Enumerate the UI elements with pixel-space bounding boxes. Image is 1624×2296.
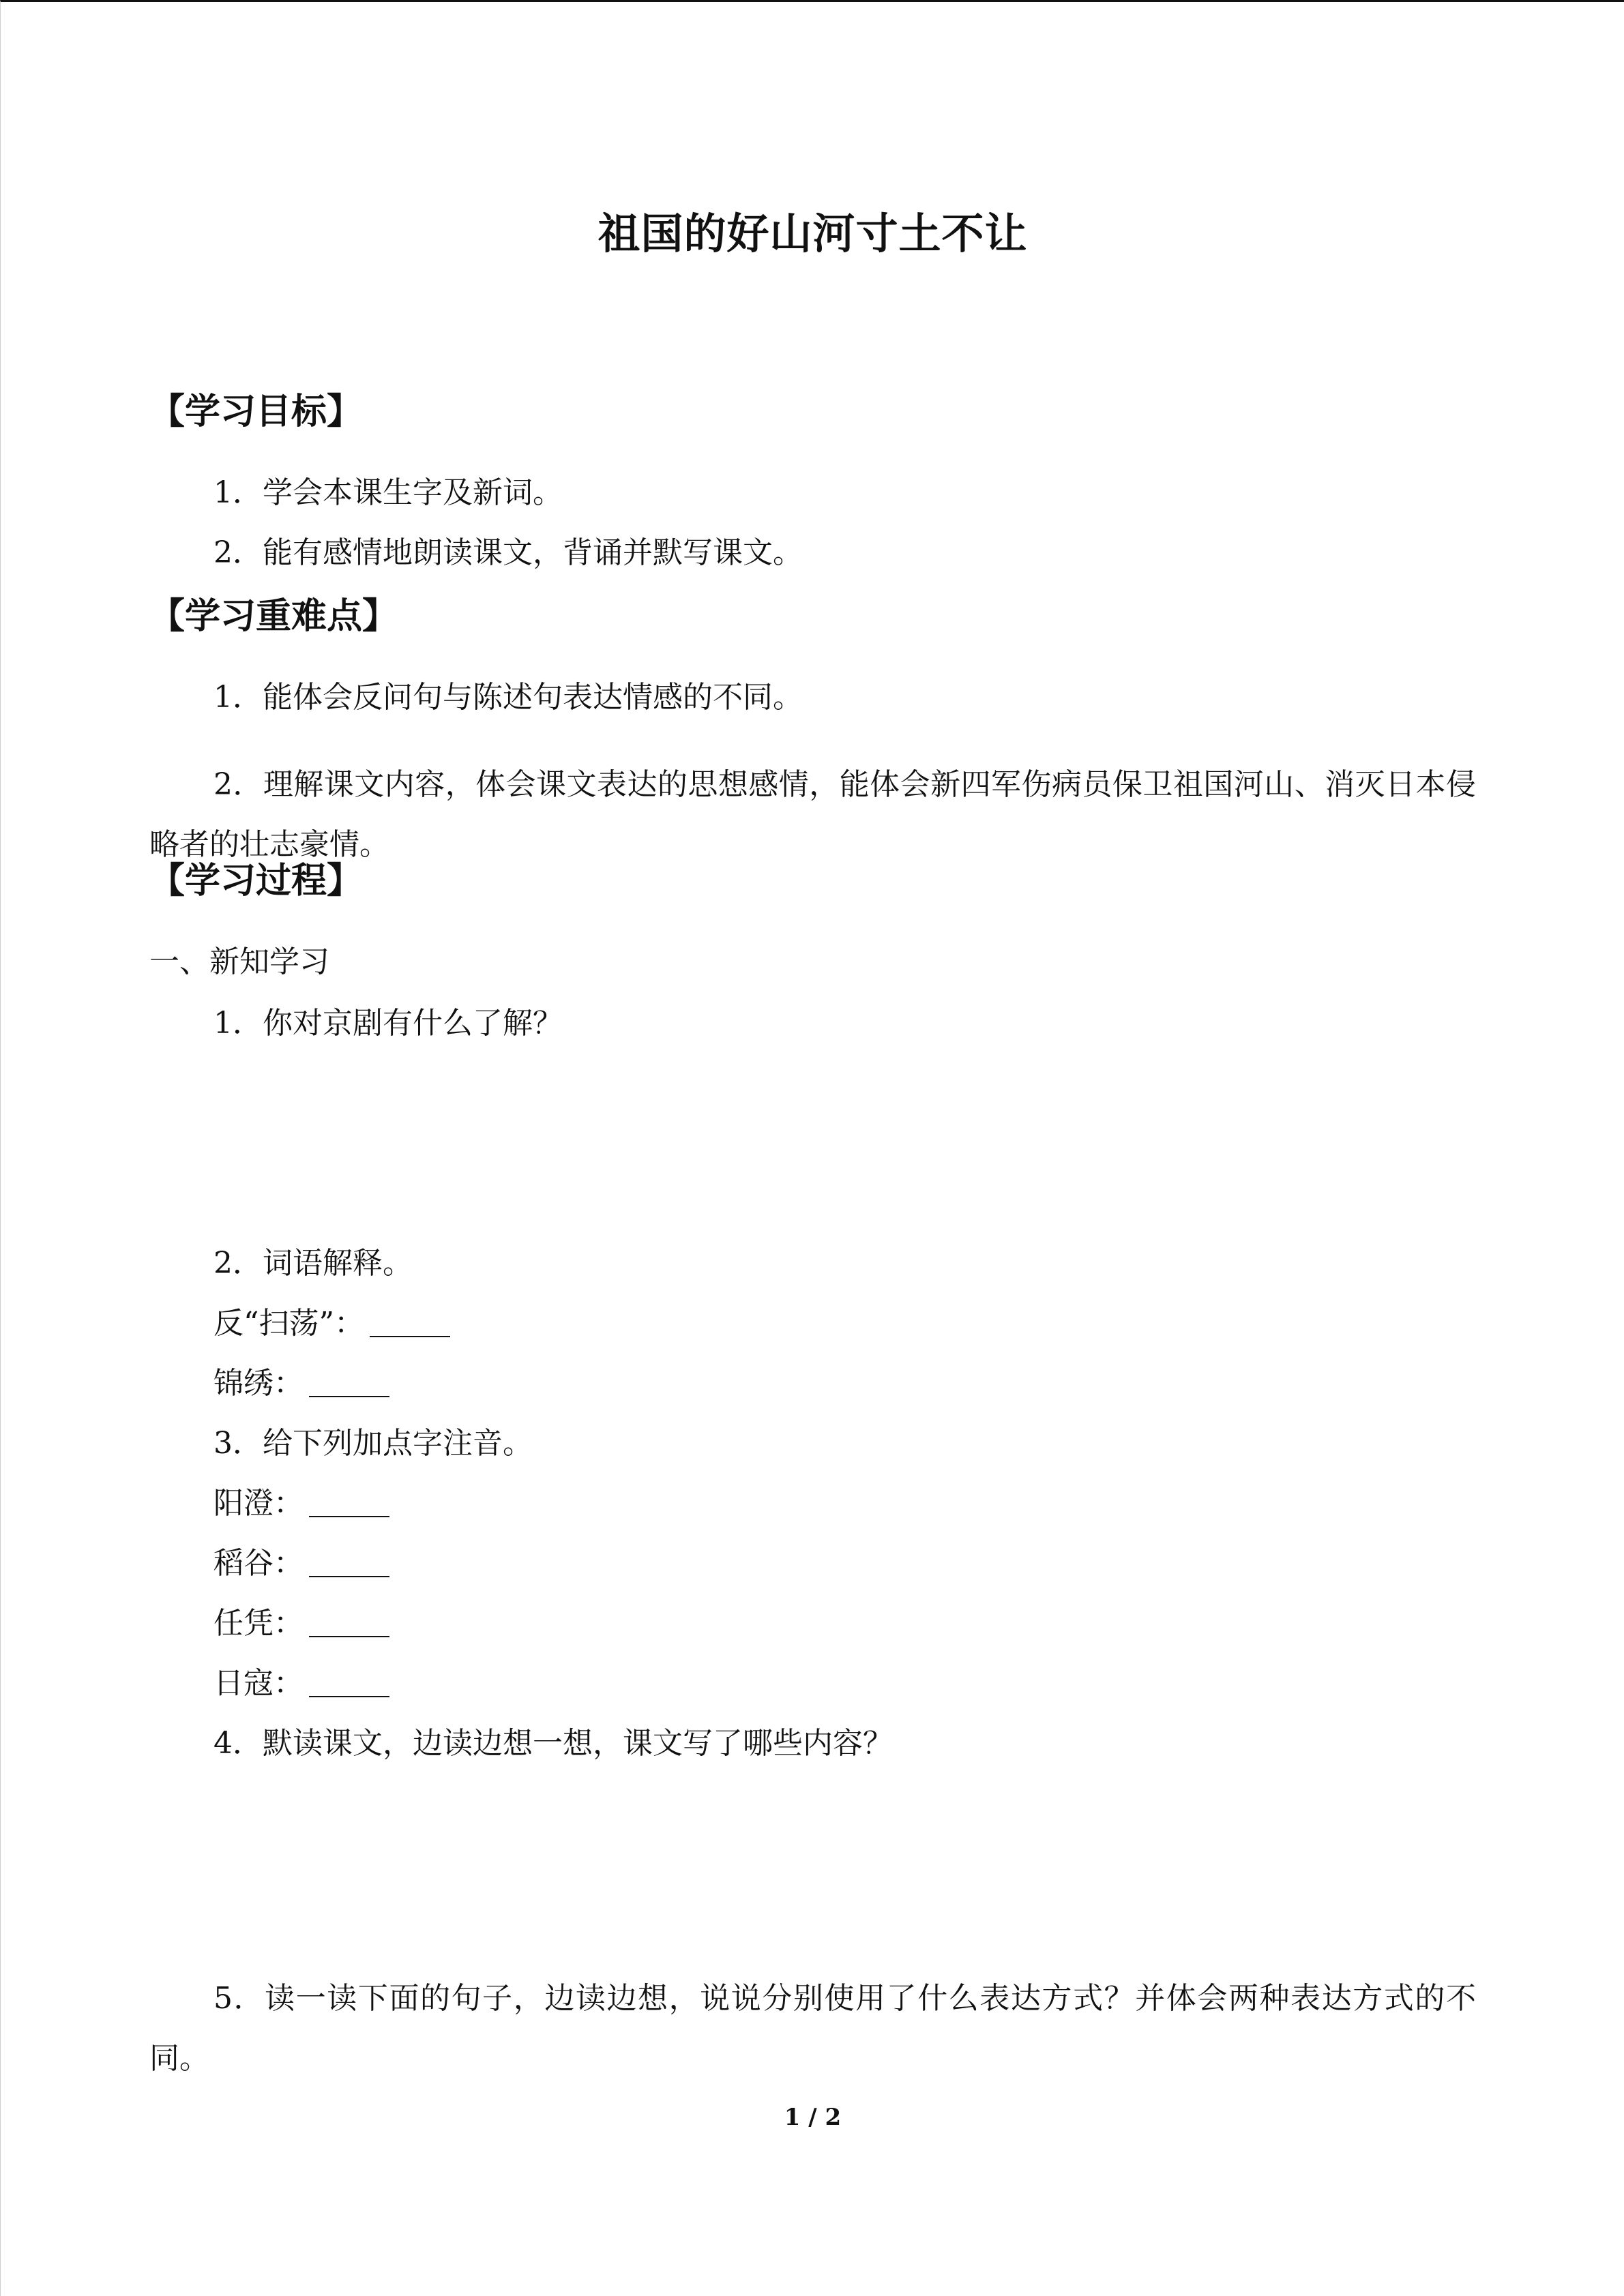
- question-1: 1．你对京剧有什么了解？: [213, 1006, 563, 1041]
- question-3: 3．给下列加点字注音。: [213, 1426, 533, 1461]
- section-heading-goals: 【学习目标】: [149, 391, 363, 432]
- pinyin-item-daogu: [213, 1543, 389, 1584]
- question-4: 4．默读课文，边读边想一想，课文写了哪些内容？: [213, 1726, 893, 1761]
- page-title: 祖国的好山河寸土不让: [597, 209, 1028, 258]
- key-point-item-2: 2．理解课文内容，体会课文表达的思想感情，能体会新四军伤病员保卫祖国河山、消灭日本侵略者的壮志豪情。: [149, 767, 1476, 862]
- answer-blank[interactable]: [309, 1606, 389, 1637]
- pinyin-item-yangcheng: [213, 1483, 389, 1524]
- pinyin-label: 阳澄：: [213, 1486, 304, 1521]
- answer-blank[interactable]: [309, 1666, 389, 1697]
- goal-item-1: 1．学会本课生字及新词。: [213, 475, 563, 510]
- question-5: 5．读一读下面的句子，边读边想，说说分别使用了什么表达方式？并体会两种表达方式的不同。: [149, 1981, 1476, 2076]
- vocab-item-jinxiu: [213, 1363, 389, 1404]
- vocab-label: 锦绣：: [213, 1366, 304, 1401]
- pinyin-item-rikou: [213, 1663, 389, 1704]
- vocab-label: 反“扫荡”：: [213, 1306, 364, 1341]
- page-number: 1 / 2: [784, 2104, 842, 2131]
- answer-blank[interactable]: [309, 1546, 389, 1577]
- vocab-item-fan-saodang: [213, 1303, 450, 1344]
- pinyin-label: 日寇：: [213, 1666, 304, 1701]
- part-title-new-knowledge: 一、新知学习: [149, 944, 329, 979]
- answer-blank[interactable]: [309, 1366, 389, 1397]
- answer-blank[interactable]: [309, 1486, 389, 1517]
- section-heading-process: 【学习过程】: [149, 860, 363, 901]
- question-2: 2．词语解释。: [213, 1246, 413, 1281]
- pinyin-label: 稻谷：: [213, 1546, 304, 1581]
- key-point-item-1: 1．能体会反问句与陈述句表达情感的不同。: [213, 680, 803, 715]
- answer-blank[interactable]: [370, 1306, 450, 1337]
- pinyin-label: 任凭：: [213, 1606, 304, 1641]
- pinyin-item-renping: [213, 1603, 389, 1644]
- section-heading-key-points: 【学习重难点】: [149, 595, 398, 637]
- goal-item-2: 2．能有感情地朗读课文，背诵并默写课文。: [213, 535, 803, 570]
